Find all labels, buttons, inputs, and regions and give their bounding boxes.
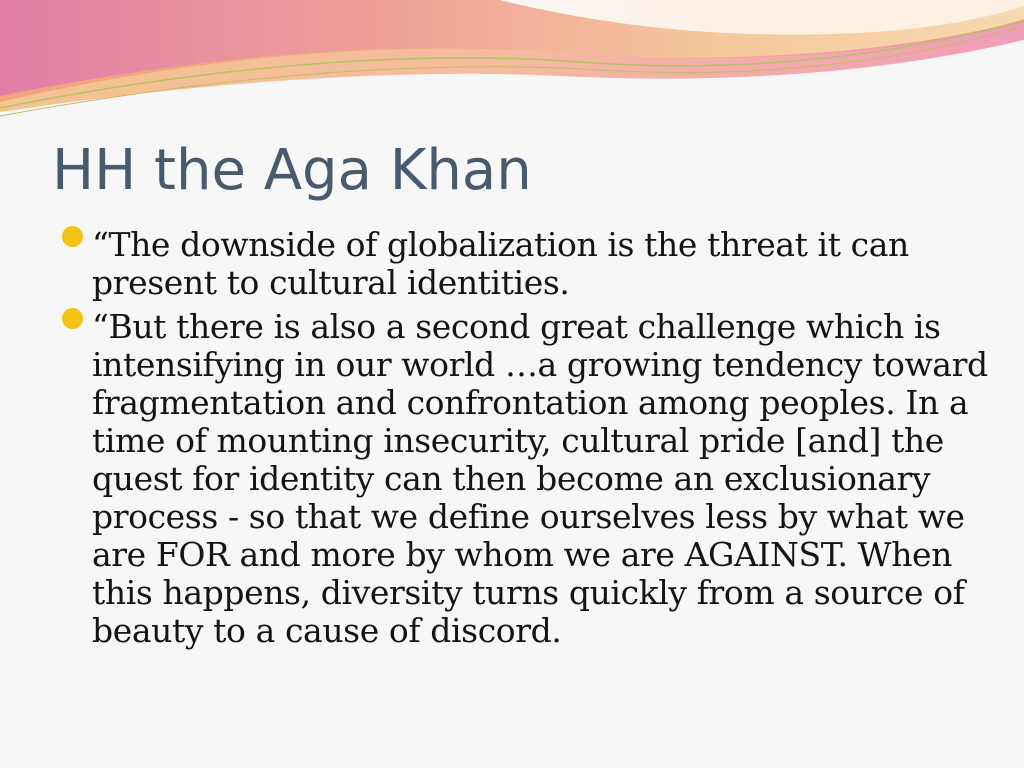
header-swoosh-decoration: [0, 0, 1024, 120]
bullet-text: “The downside of globalization is the threat it can present to cultural identities.: [92, 225, 909, 302]
bullet-text: “But there is also a second great challenge which is intensifying in our world …a growing tendency toward fragmentation and confrontation among peoples. In a time of mounting insecurity, cultural pride [and] the quest for identity can then become an exclusionary process - so that we define ourselves less by what we are FOR and more by whom we are AGAINST. When this happens, diversity turns quickly from a source of beauty to a cause of discord.: [92, 307, 988, 650]
bullet-dot-icon: [62, 308, 83, 329]
slide-title: HH the Aga Khan: [52, 138, 532, 203]
bullet-item: [92, 226, 992, 302]
bullet-list: [92, 226, 992, 656]
bullet-dot-icon: [62, 226, 83, 247]
bullet-item: [92, 308, 992, 650]
